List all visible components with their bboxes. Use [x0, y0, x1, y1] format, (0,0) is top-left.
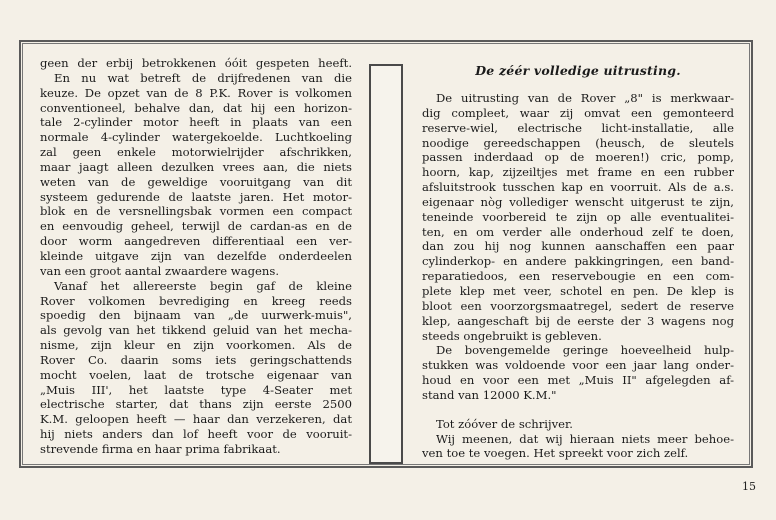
- left-text-column: [40, 56, 352, 457]
- text-line: en eenvoudig geheel, terwijl de cardan-as en de: [40, 219, 352, 234]
- text-line: keuze. De opzet van de 8 P.K. Rover is volkomen: [40, 85, 352, 100]
- text-line: dan zou hij nog kunnen aanschaffen een paar: [422, 239, 734, 254]
- text-line: als gevolg van het tikkend geluid van het mecha-: [40, 323, 352, 338]
- text-line: tale 2-cylinder motor heeft in plaats van een: [40, 115, 352, 130]
- text-line: houd en voor een met „Muis II" afgelegden af-: [422, 373, 734, 388]
- text-line: klep, aangeschaft bij de eerste der 3 wagens nog: [422, 313, 734, 328]
- text-line: dig compleet, waar zij omvat een gemonteerd: [422, 105, 734, 120]
- text-line: hoorn, kap, zijzeiltjes met frame en een rubber: [422, 165, 734, 180]
- page-number: 15: [742, 480, 756, 493]
- paragraph-spacer: [422, 403, 734, 417]
- text-line: En nu wat betreft de drijfredenen van die: [54, 70, 352, 85]
- text-line: weten van de geweldige vooruitgang van dit: [40, 174, 352, 189]
- text-line: geen der erbij betrokkenen óóit gespeten heeft.: [40, 56, 352, 70]
- text-line: mocht voelen, laat de trotsche eigenaar van: [40, 367, 352, 382]
- text-line: ven toe te voegen. Het spreekt voor zich zelf.: [422, 446, 689, 461]
- text-line: Rover volkomen bevrediging en kreeg reeds: [40, 293, 352, 308]
- text-line: electrische starter, dat thans zijn eerste 2500: [40, 397, 352, 412]
- text-line: reparatiedoos, een reservebougie en een com-: [422, 269, 734, 284]
- text-line: Vanaf het allereerste begin gaf de kleine: [54, 278, 352, 293]
- right-text-column: [422, 64, 734, 461]
- text-line: conventioneel, behalve dan, dat hij een horizon-: [40, 100, 352, 115]
- text-line: stand van 12000 K.M.": [422, 387, 557, 402]
- text-line: Tot zóóver de schrijver.: [436, 416, 573, 431]
- section-heading: De zéér volledige uitrusting.: [475, 63, 681, 78]
- text-line: De bovengemelde geringe hoeveelheid hulp-: [436, 343, 734, 358]
- text-line: hij niets anders dan lof heeft voor de vooruit-: [40, 427, 352, 442]
- text-line: kleinde uitgave zijn van dezelfde onderdeelen: [40, 248, 352, 263]
- text-line: nisme, zijn kleur en zijn voorkomen. Als de: [40, 338, 352, 353]
- text-line: „Muis III', het laatste type 4-Seater met: [40, 382, 352, 397]
- text-line: plete klep met veer, schotel en pen. De klep is: [422, 283, 734, 298]
- text-line: spoedig den bijnaam van „de uurwerk-muis",: [40, 308, 352, 323]
- text-line: ten, en om verder alle onderhoud zelf te doen,: [422, 224, 734, 239]
- text-line: teneinde voorbereid te zijn op alle eventualitei-: [422, 209, 734, 224]
- text-line: cylinderkop- en andere pakkingringen, een band-: [422, 254, 734, 269]
- text-line: bloot een voorzorgsmaatregel, sedert de reserve: [422, 298, 734, 313]
- text-line: strevende firma en haar prima fabrikaat.: [40, 441, 281, 456]
- center-ornament-box: [369, 64, 403, 464]
- text-line: Rover Co. daarin soms iets geringschattends: [40, 352, 352, 367]
- text-line: zal geen enkele motorwielrijder afschrikken,: [40, 145, 352, 160]
- text-line: eigenaar nòg vollediger wenscht uitgerust te zijn,: [422, 194, 734, 209]
- text-line: reserve-wiel, electrische licht-installatie, alle: [422, 120, 734, 135]
- text-line: normale 4-cylinder watergekoelde. Luchtkoeling: [40, 130, 352, 145]
- text-line: Wij meenen, dat wij hieraan niets meer behoe-: [436, 431, 734, 446]
- text-line: afsluitstrook tusschen kap en voorruit. Als de a.s.: [422, 180, 734, 195]
- text-line: K.M. geloopen heeft — haar dan verzekeren, dat: [40, 412, 352, 427]
- text-line: door worm aangedreven differentiaal een ver-: [40, 234, 352, 249]
- right-paragraphs-block-2: [422, 417, 734, 462]
- text-line: passen inderdaad op de moeren!) cric, pomp,: [422, 150, 734, 165]
- right-paragraphs-block-1: [422, 91, 734, 403]
- text-line: maar jaagt alleen dezulken vrees aan, die niets: [40, 159, 352, 174]
- text-line: noodige gereedschappen (heusch, de sleutels: [422, 135, 734, 150]
- text-line: van een groot aantal zwaardere wagens.: [40, 263, 280, 278]
- text-line: stukken was voldoende voor een jaar lang onder-: [422, 358, 734, 373]
- text-line: steeds ongebruikt is gebleven.: [422, 328, 602, 343]
- text-line: systeem gedurende de laatste jaren. Het motor-: [40, 189, 352, 204]
- text-line: De uitrusting van de Rover „8" is merkwaar-: [436, 91, 734, 105]
- text-line: blok en de versnellingsbak vormen een compact: [40, 204, 352, 219]
